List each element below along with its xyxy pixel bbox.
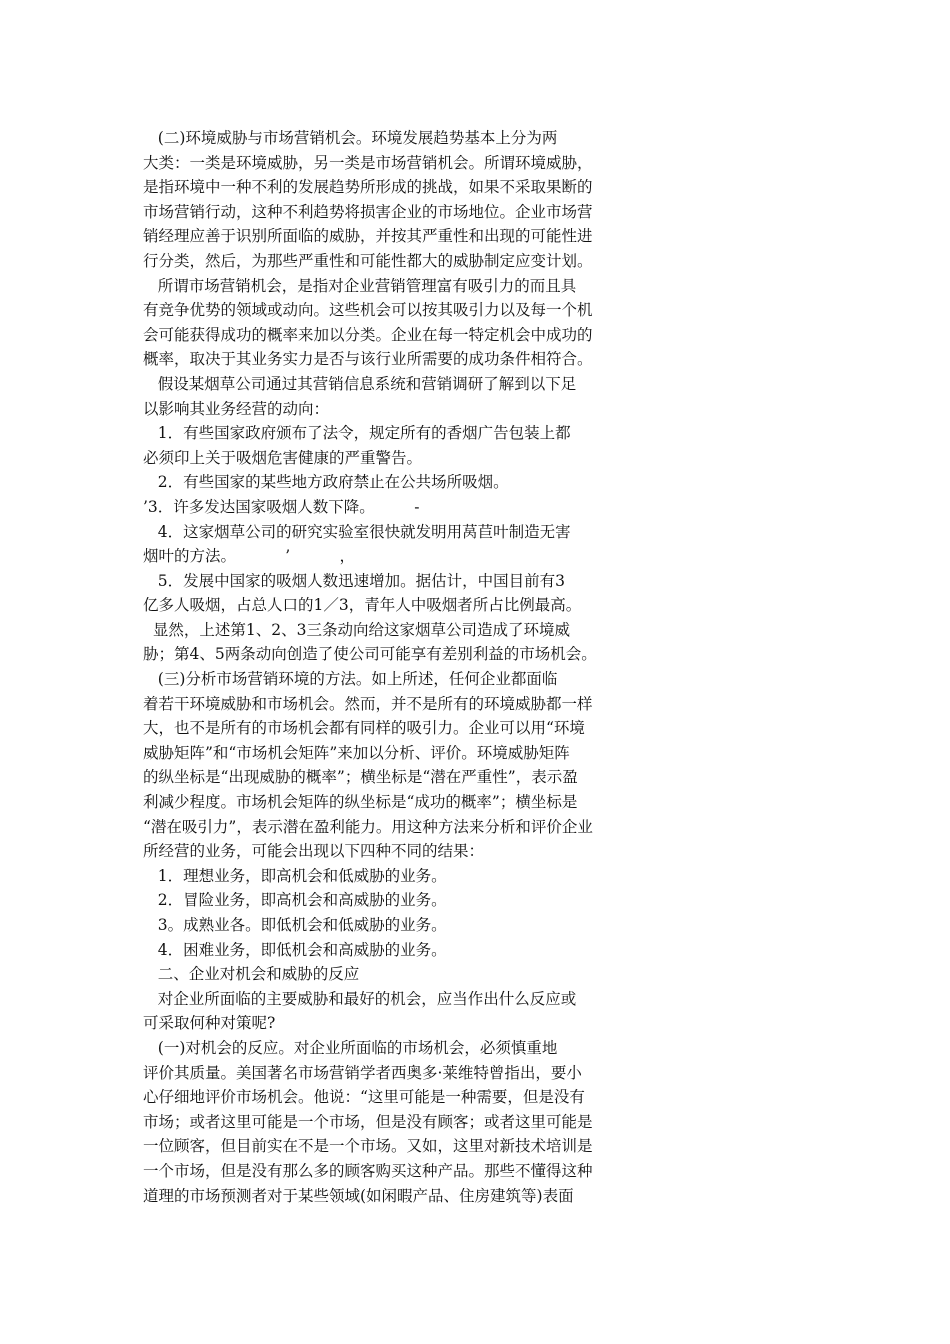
text-line: 着若干环境威胁和市场机会。然而，并不是所有的环境威胁都一样	[143, 694, 593, 713]
text-line: (三)分析市场营销环境的方法。如上所述，任何企业都面临	[143, 670, 558, 689]
text-line: 1．有些国家政府颁布了法令，规定所有的香烟广告包装上都	[143, 424, 571, 443]
text-line: 以影响其业务经营的动向：	[143, 399, 330, 418]
text-line: 一位顾客，但目前实在不是一个市场。又如，这里对新技术培训是	[143, 1137, 593, 1156]
text-line: 4．这家烟草公司的研究实验室很快就发明用莴苣叶制造无害	[143, 522, 571, 541]
text-line: 威胁矩阵”和“市场机会矩阵”来加以分析、评价。环境威胁矩阵	[143, 743, 570, 762]
text-line: 所经营的业务，可能会出现以下四种不同的结果：	[143, 842, 485, 861]
text-line: 市场；或者这里可能是一个市场，但是没有顾客；或者这里可能是	[143, 1112, 593, 1131]
text-line: 一个市场，但是没有那么多的顾客购买这种产品。那些不懂得这种	[143, 1161, 593, 1180]
text-line: 大，也不是所有的市场机会都有同样的吸引力。企业可以用“环境	[143, 719, 585, 738]
text-line: 5．发展中国家的吸烟人数迅速增加。据估计，中国目前有3	[143, 571, 566, 590]
text-line: 利减少程度。市场机会矩阵的纵坐标是“成功的概率”；横坐标是	[143, 793, 578, 812]
text-line: ’3．许多发达国家吸烟人数下降。 -	[143, 497, 420, 516]
text-line: 概率，取决于其业务实力是否与该行业所需要的成功条件相符合。	[143, 350, 593, 369]
text-line: 行分类，然后，为那些严重性和可能性都大的威胁制定应变计划。	[143, 251, 593, 270]
text-line: 显然，上述第1、2、3三条动向给这家烟草公司造成了环境威	[143, 620, 570, 639]
text-line: (二)环境威胁与市场营销机会。环境发展趋势基本上分为两	[143, 129, 558, 147]
text-line: 大类：一类是环境威胁，另一类是市场营销机会。所谓环境威胁，	[143, 153, 593, 172]
text-line: 可采取何种对策呢?	[143, 1014, 276, 1033]
text-line: 对企业所面临的主要威胁和最好的机会，应当作出什么反应或	[143, 989, 577, 1008]
text-line: 亿多人吸烟，占总人口的1／3，青年人中吸烟者所占比例最高。	[143, 596, 582, 615]
text-line: 道理的市场预测者对于某些领域(如闲暇产品、住房建筑等)表面	[143, 1186, 574, 1205]
text-line: 是指环境中一种不利的发展趋势所形成的挑战，如果不采取果断的	[143, 178, 593, 197]
text-line: 有竞争优势的领域或动向。这些机会可以按其吸引力以及每一个机	[143, 301, 593, 320]
text-line: 会可能获得成功的概率来加以分类。企业在每一特定机会中成功的	[143, 325, 593, 344]
text-line: (一)对机会的反应。对企业所面临的市场机会，必须慎重地	[143, 1038, 558, 1057]
text-line: 心仔细地评价市场机会。他说：“这里可能是一种需要，但是没有	[143, 1088, 585, 1107]
text-line: “潜在吸引力”，表示潜在盈利能力。用这种方法来分析和评价企业	[143, 817, 593, 836]
text-line: 市场营销行动，这种不利趋势将损害企业的市场地位。企业市场营	[143, 202, 593, 221]
text-line: 二、企业对机会和威胁的反应	[143, 965, 360, 984]
text-line: 所谓市场营销机会，是指对企业营销管理富有吸引力的而且具	[143, 276, 577, 295]
document-body	[143, 126, 643, 1208]
text-line: 2．有些国家的某些地方政府禁止在公共场所吸烟。	[143, 473, 509, 492]
text-line: 胁；第4、5两条动向创造了使公司可能享有差别利益的市场机会。	[143, 645, 597, 664]
text-line: 4．困难业务，即低机会和高威胁的业务。	[143, 940, 447, 959]
text-line: 烟叶的方法。 ’ ，	[143, 547, 355, 566]
text-line: 销经理应善于识别所面临的威胁，并按其严重性和出现的可能性进	[143, 227, 593, 246]
text-line: 的纵坐标是“出现威胁的概率”；横坐标是“潜在严重性”，表示盈	[143, 768, 578, 787]
text-line: 评价其质量。美国著名市场营销学者西奥多·莱维特曾指出，要小	[143, 1063, 582, 1082]
text-line: 必须印上关于吸烟危害健康的严重警告。	[143, 448, 423, 467]
text-line: 1．理想业务，即高机会和低威胁的业务。	[143, 866, 447, 885]
text-line: 2．冒险业务，即高机会和高威胁的业务。	[143, 891, 447, 910]
text-line: 3。成熟业各。即低机会和低威胁的业务。	[143, 916, 447, 934]
text-line: 假设某烟草公司通过其营销信息系统和营销调研了解到以下足	[143, 374, 577, 393]
